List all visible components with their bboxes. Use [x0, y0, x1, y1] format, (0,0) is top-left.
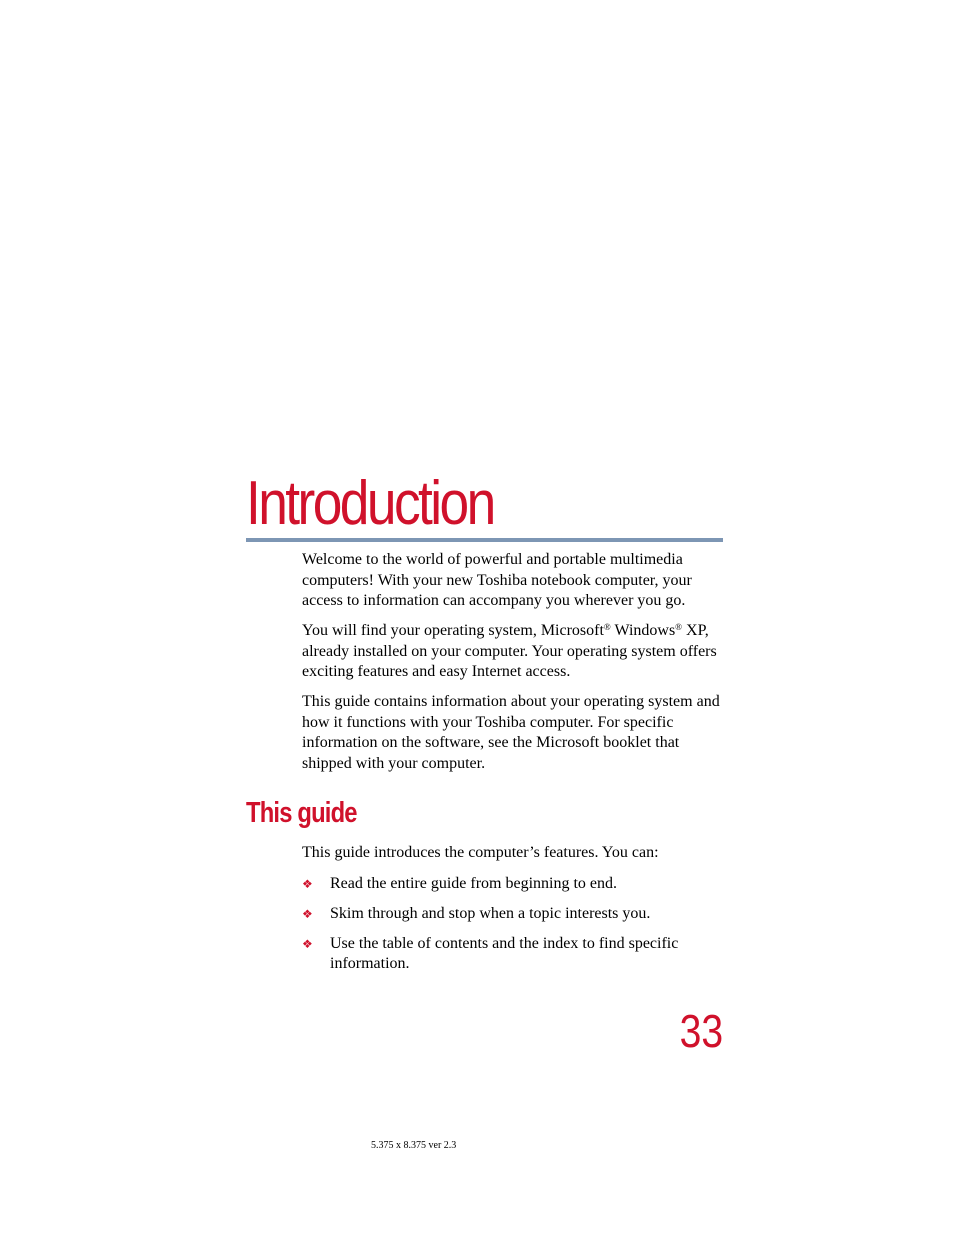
chapter-title: Introduction	[246, 469, 494, 538]
section-heading-this-guide: This guide	[246, 797, 357, 829]
registered-mark: ®	[675, 622, 683, 632]
list-item-text: Use the table of contents and the index to find specific information.	[330, 934, 679, 972]
intro-paragraph-1: Welcome to the world of powerful and portable multimedia computers! With your new Toshiba notebook computer, your access to information can accompany you wherever you go.	[302, 551, 692, 609]
this-guide-lead: This guide introduces the computer’s features. You can:	[302, 844, 659, 861]
list-item-text: Read the entire guide from beginning to end.	[330, 874, 618, 892]
intro-paragraph-2-text-b: Windows	[610, 622, 676, 639]
page-number: 33	[679, 1005, 723, 1057]
diamond-bullet-icon: ❖	[302, 876, 313, 891]
intro-paragraph-2-text-a: You will find your operating system, Microsoft	[302, 622, 604, 639]
list-item	[302, 904, 722, 925]
version-note: 5.375 x 8.375 ver 2.3	[371, 1140, 457, 1151]
bullet-list	[302, 874, 722, 975]
list-item-text: Skim through and stop when a topic interests you.	[330, 904, 651, 922]
list-item	[302, 934, 722, 975]
list-item	[302, 874, 722, 895]
diamond-bullet-icon: ❖	[302, 936, 313, 951]
intro-paragraph-2	[302, 621, 722, 683]
intro-paragraph-3: This guide contains information about your operating system and how it functions with your Toshiba computer. For specific information on the software, see the Microsoft booklet that shipped with your computer.	[302, 693, 720, 772]
registered-mark: ®	[603, 622, 611, 632]
diamond-bullet-icon: ❖	[302, 906, 313, 921]
intro-paragraph-2-text-c: XP, already installed on your computer. Your operating system offers exciting features and easy Internet access.	[302, 622, 717, 680]
intro-section	[302, 550, 722, 774]
this-guide-section	[302, 843, 722, 984]
title-rule	[246, 538, 723, 542]
